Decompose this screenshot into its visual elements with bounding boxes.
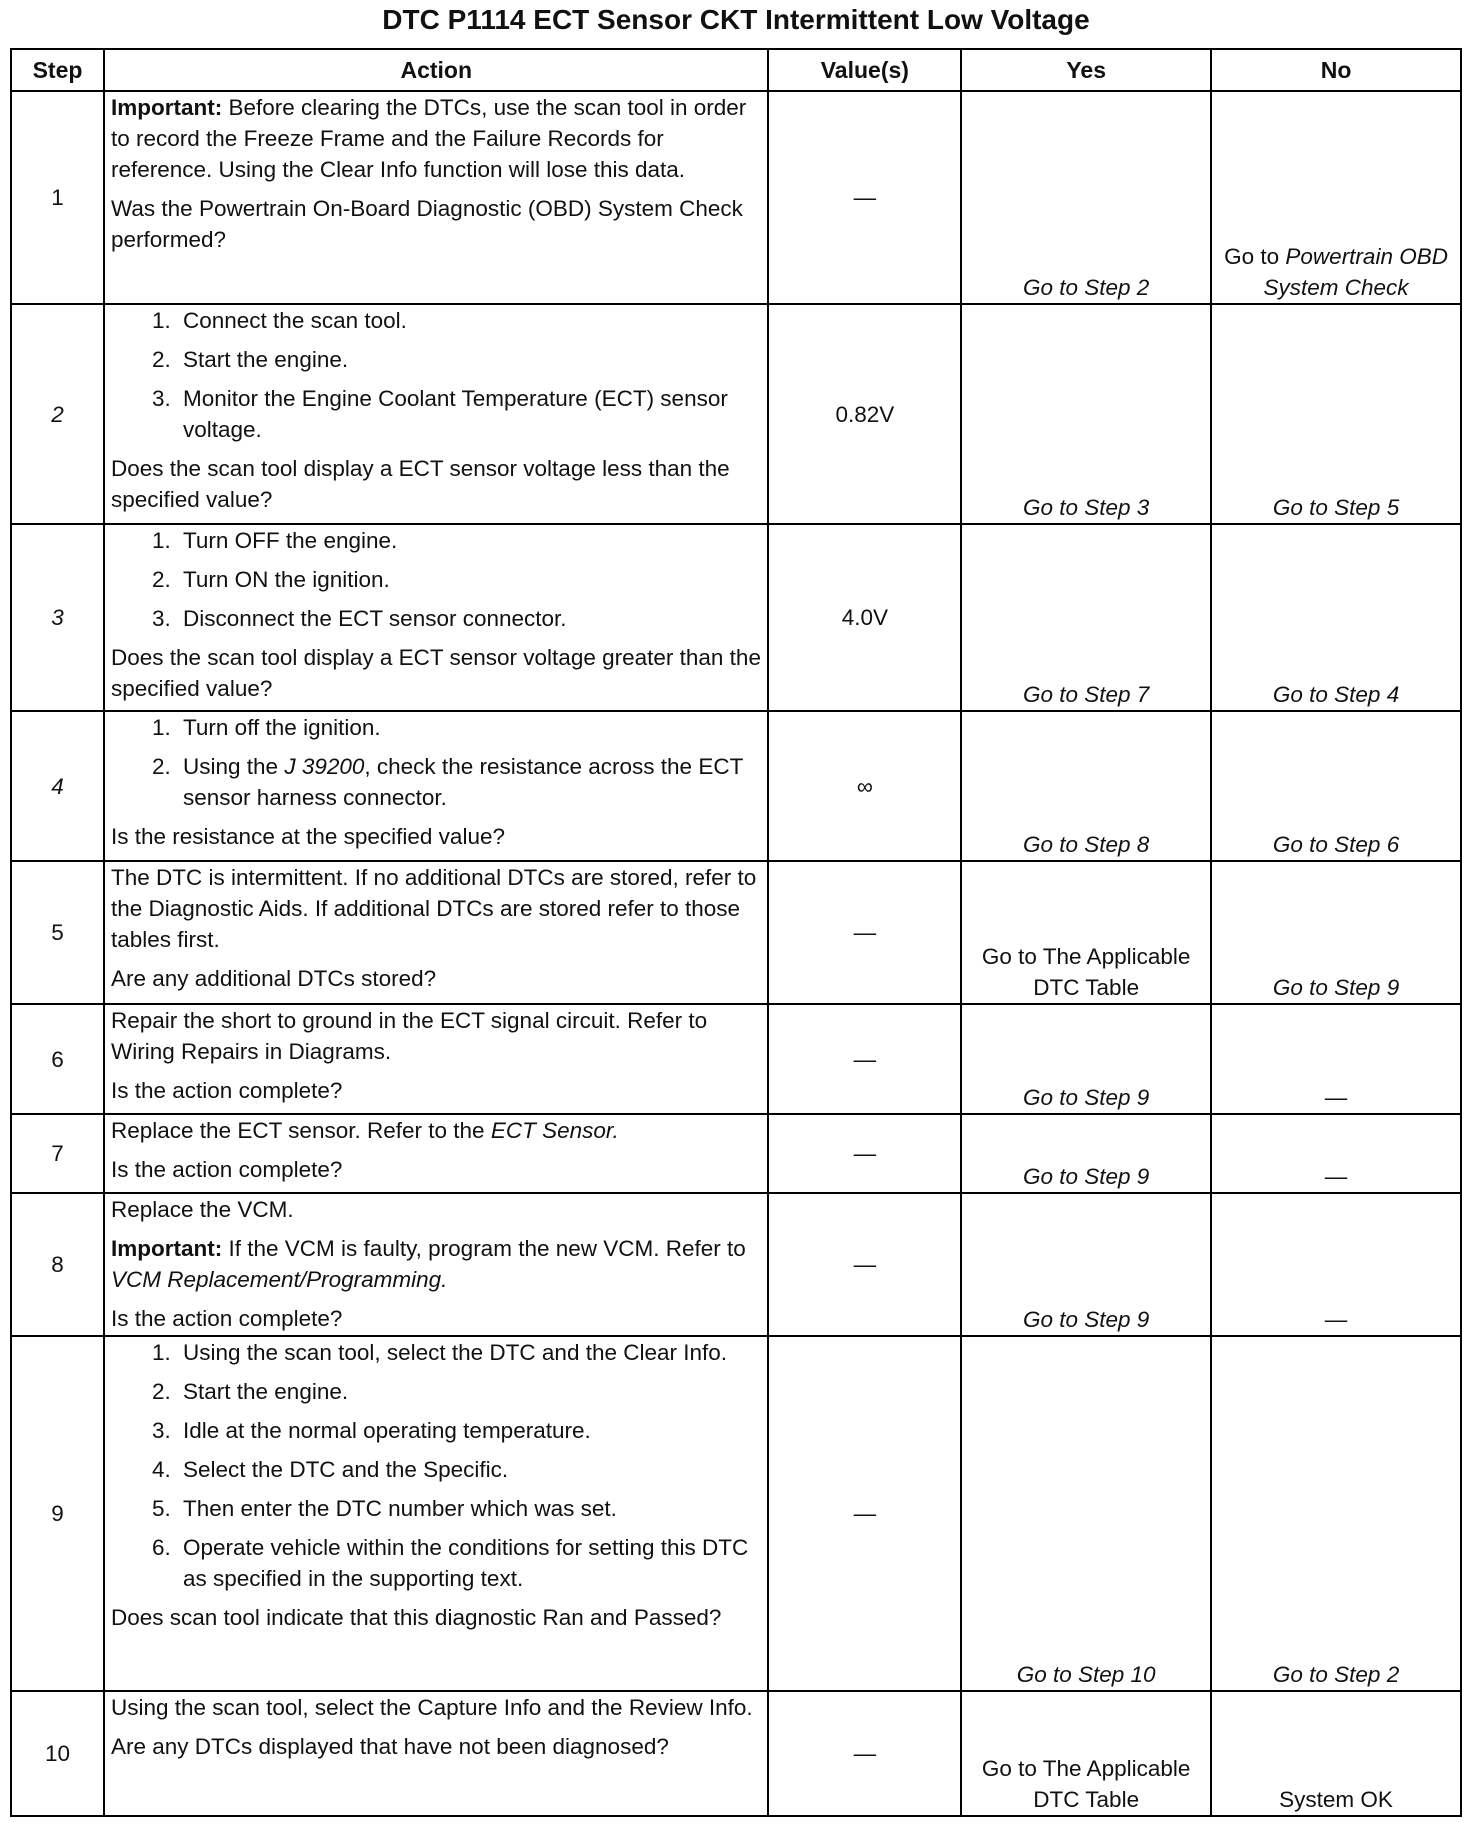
action-step: 3. Disconnect the ECT sensor connector. xyxy=(177,603,761,634)
table-row xyxy=(11,1193,1461,1336)
diagnostic-table xyxy=(10,48,1462,1817)
no-cell: Go to Step 9 xyxy=(1211,861,1461,1004)
action-step: 2. Start the engine. xyxy=(177,344,761,375)
value-cell: — xyxy=(768,1336,961,1691)
value-cell: — xyxy=(768,1691,961,1816)
no-cell: — xyxy=(1211,1193,1461,1336)
important-note: Important: Before clearing the DTCs, use the scan tool in order to record the Freeze Frame and the Failure Records for reference. Using the Clear Info function will lose this data. xyxy=(111,95,747,182)
table-row xyxy=(11,1114,1461,1193)
yes-cell: Go to Step 7 xyxy=(961,524,1211,711)
action-step: 3. Monitor the Engine Coolant Temperature (ECT) sensor voltage. xyxy=(177,383,761,445)
action-cell xyxy=(104,861,768,1004)
step-number: 1 xyxy=(11,91,104,304)
no-cell: Go to Powertrain OBD System Check xyxy=(1211,91,1461,304)
yes-cell: Go to Step 3 xyxy=(961,304,1211,524)
action-text: Replace the ECT sensor. Refer to the ECT Sensor. xyxy=(111,1118,619,1143)
action-cell xyxy=(104,1114,768,1193)
no-cell: — xyxy=(1211,1114,1461,1193)
important-note: Important: If the VCM is faulty, program the new VCM. Refer to VCM Replacement/Programming. xyxy=(111,1236,746,1292)
action-step: 5. Then enter the DTC number which was set. xyxy=(177,1493,761,1524)
action-steps xyxy=(111,1337,761,1594)
step-number: 9 xyxy=(11,1336,104,1691)
header-no: No xyxy=(1211,49,1461,91)
action-step: 1. Turn OFF the engine. xyxy=(177,525,761,556)
action-text: The DTC is intermittent. If no additional DTCs are stored, refer to the Diagnostic Aids. If additional DTCs are stored refer to those tables first. xyxy=(111,865,757,952)
header-step: Step xyxy=(11,49,104,91)
value-cell: — xyxy=(768,1193,961,1336)
question-text: Was the Powertrain On-Board Diagnostic (OBD) System Check performed? xyxy=(111,196,743,252)
action-step: 3. Idle at the normal operating temperature. xyxy=(177,1415,761,1446)
no-cell: Go to Step 4 xyxy=(1211,524,1461,711)
action-cell xyxy=(104,91,768,304)
question-text: Are any additional DTCs stored? xyxy=(111,966,437,991)
yes-cell: Go to The Applicable DTC Table xyxy=(961,861,1211,1004)
step-number: 3 xyxy=(11,524,104,711)
value-cell: 0.82V xyxy=(768,304,961,524)
step-number: 10 xyxy=(11,1691,104,1816)
no-cell: Go to Step 5 xyxy=(1211,304,1461,524)
header-action: Action xyxy=(104,49,768,91)
action-step: 2. Turn ON the ignition. xyxy=(177,564,761,595)
question-text: Does scan tool indicate that this diagnostic Ran and Passed? xyxy=(111,1605,722,1630)
action-step: 1. Using the scan tool, select the DTC and the Clear Info. xyxy=(177,1337,761,1368)
page-title: DTC P1114 ECT Sensor CKT Intermittent Low Voltage xyxy=(382,4,1090,35)
action-text: Replace the VCM. xyxy=(111,1197,294,1222)
step-number: 8 xyxy=(11,1193,104,1336)
action-steps xyxy=(111,525,761,634)
step-number: 6 xyxy=(11,1004,104,1114)
value-cell: — xyxy=(768,1114,961,1193)
action-steps xyxy=(111,305,761,445)
yes-cell: Go to The Applicable DTC Table xyxy=(961,1691,1211,1816)
question-text: Is the action complete? xyxy=(111,1306,343,1331)
question-text: Is the resistance at the specified value? xyxy=(111,824,505,849)
action-cell xyxy=(104,1004,768,1114)
action-cell xyxy=(104,1336,768,1691)
action-steps xyxy=(111,712,761,813)
table-row xyxy=(11,1691,1461,1816)
value-cell: ∞ xyxy=(768,711,961,861)
action-cell xyxy=(104,524,768,711)
action-step: 2. Using the J 39200, check the resistance across the ECT sensor harness connector. xyxy=(177,751,761,813)
table-row xyxy=(11,1004,1461,1114)
no-cell: System OK xyxy=(1211,1691,1461,1816)
value-cell: — xyxy=(768,861,961,1004)
table-row xyxy=(11,304,1461,524)
yes-cell: Go to Step 2 xyxy=(961,91,1211,304)
action-step: 1. Turn off the ignition. xyxy=(177,712,761,743)
header-values: Value(s) xyxy=(768,49,961,91)
header-yes: Yes xyxy=(961,49,1211,91)
table-row xyxy=(11,861,1461,1004)
question-text: Is the action complete? xyxy=(111,1078,343,1103)
table-row xyxy=(11,1336,1461,1691)
no-cell: Go to Step 2 xyxy=(1211,1336,1461,1691)
yes-cell: Go to Step 9 xyxy=(961,1004,1211,1114)
yes-cell: Go to Step 8 xyxy=(961,711,1211,861)
question-text: Does the scan tool display a ECT sensor voltage less than the specified value? xyxy=(111,456,730,512)
action-cell xyxy=(104,1691,768,1816)
value-cell: — xyxy=(768,1004,961,1114)
table-row xyxy=(11,711,1461,861)
table-row xyxy=(11,524,1461,711)
action-step: 1. Connect the scan tool. xyxy=(177,305,761,336)
action-text: Repair the short to ground in the ECT signal circuit. Refer to Wiring Repairs in Diagrams. xyxy=(111,1008,708,1064)
no-cell: — xyxy=(1211,1004,1461,1114)
no-cell: Go to Step 6 xyxy=(1211,711,1461,861)
action-step: 6. Operate vehicle within the conditions for setting this DTC as specified in the supporting text. xyxy=(177,1532,761,1594)
table-row xyxy=(11,91,1461,304)
action-step: 2. Start the engine. xyxy=(177,1376,761,1407)
action-text: Using the scan tool, select the Capture Info and the Review Info. xyxy=(111,1695,753,1720)
yes-cell: Go to Step 9 xyxy=(961,1114,1211,1193)
question-text: Does the scan tool display a ECT sensor voltage greater than the specified value? xyxy=(111,645,761,701)
question-text: Is the action complete? xyxy=(111,1157,343,1182)
yes-cell: Go to Step 9 xyxy=(961,1193,1211,1336)
step-number: 7 xyxy=(11,1114,104,1193)
action-cell xyxy=(104,1193,768,1336)
step-number: 2 xyxy=(11,304,104,524)
step-number: 4 xyxy=(11,711,104,861)
yes-cell: Go to Step 10 xyxy=(961,1336,1211,1691)
value-cell: 4.0V xyxy=(768,524,961,711)
action-cell xyxy=(104,711,768,861)
value-cell: — xyxy=(768,91,961,304)
question-text: Are any DTCs displayed that have not been diagnosed? xyxy=(111,1734,669,1759)
action-step: 4. Select the DTC and the Specific. xyxy=(177,1454,761,1485)
header-row xyxy=(11,49,1461,91)
step-number: 5 xyxy=(11,861,104,1004)
action-cell xyxy=(104,304,768,524)
tool-reference: J 39200 xyxy=(284,754,365,779)
